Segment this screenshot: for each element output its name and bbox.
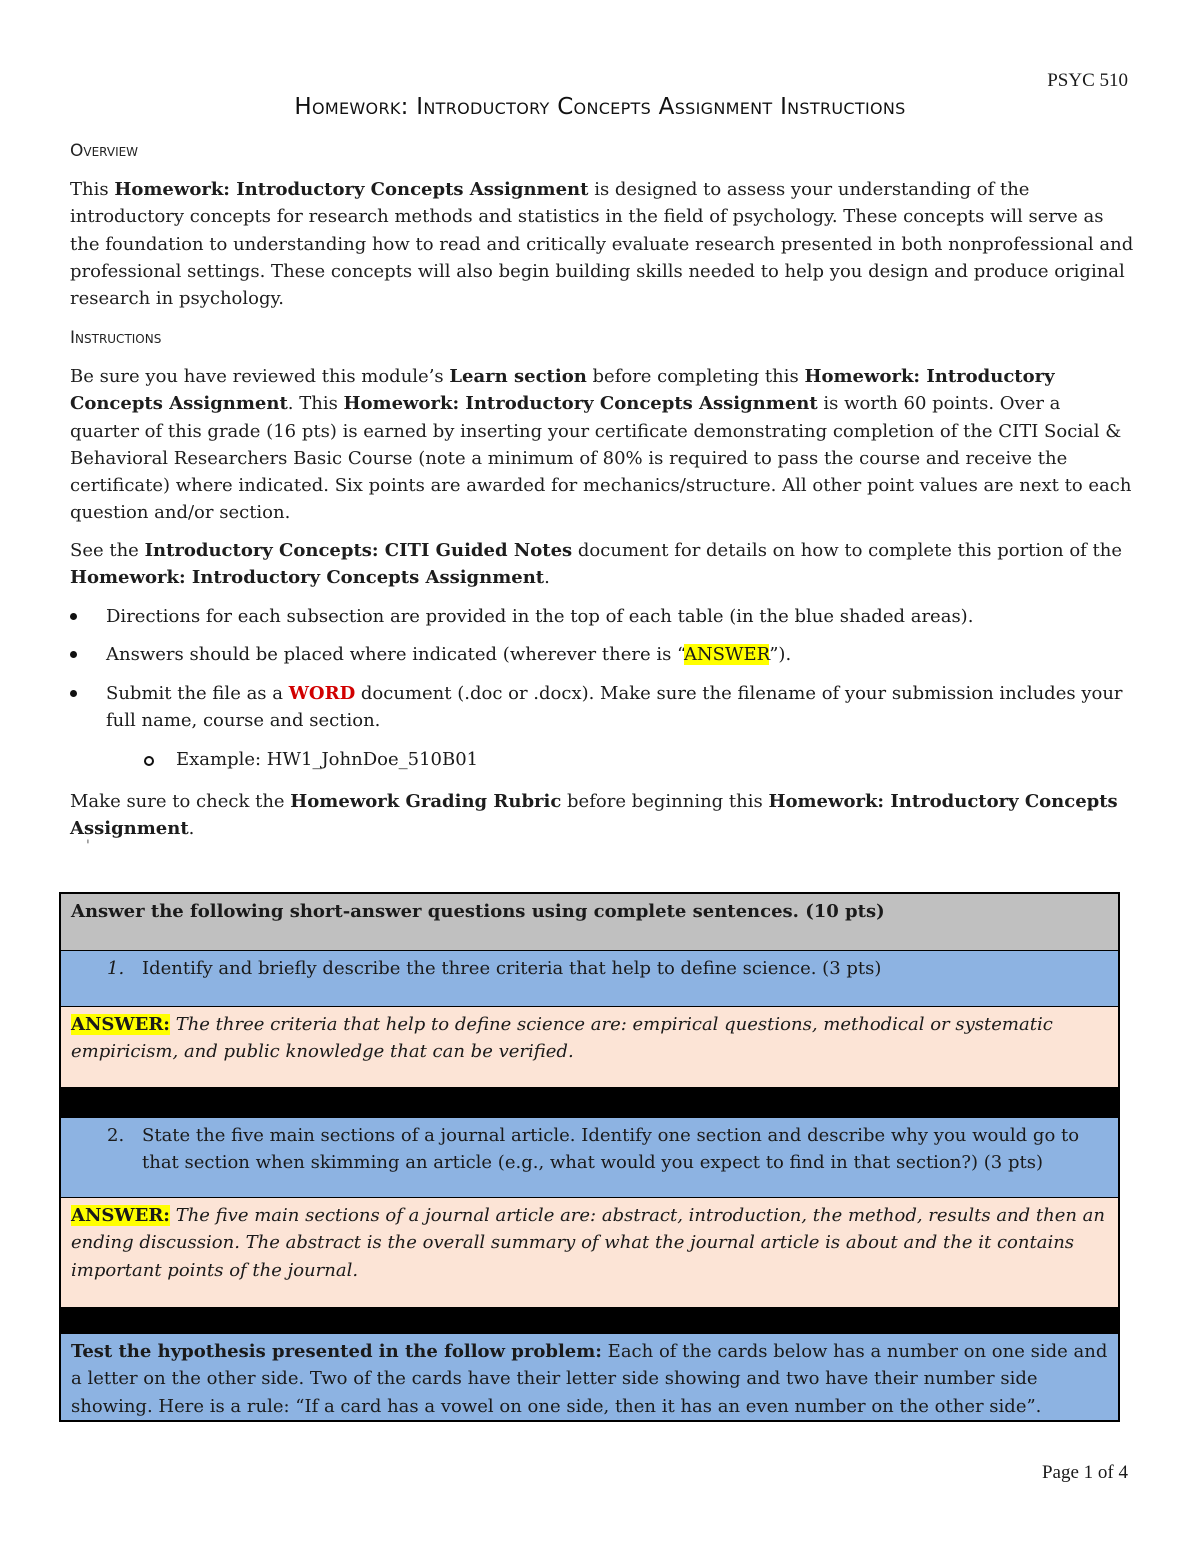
- text: Submit the file as a: [106, 683, 289, 704]
- answer-text[interactable]: The three criteria that help to define science are: empirical questions, methodical or systematic empiricism, and public knowledge that can be verified.: [71, 1014, 1053, 1063]
- problem-text: Each of the cards below has a number on one side and a letter on the other side. Two of the cards have their letter side showing and two have their number side showing. Here is a rule: “If a card has a vowel on one side, then it has an even number on the other side”.: [71, 1341, 1108, 1417]
- question-text: State the five main sections of a journal article. Identify one section and describe why you would go to that section when skimming an article (e.g., what would you expect to find in that section?) (3 pts): [142, 1125, 1080, 1174]
- assignment-name: Homework: Introductory Concepts Assignment: [343, 393, 818, 415]
- overview-heading: Overview: [70, 141, 139, 161]
- text: document for details on how to complete this portion of the: [572, 540, 1123, 561]
- text: . This: [287, 393, 344, 415]
- text: Be sure you have reviewed this module’s: [70, 366, 450, 387]
- question-number: 1.: [107, 958, 125, 979]
- bullet-item-answers: [70, 641, 1135, 669]
- overview-text-1: This: [70, 179, 115, 200]
- answer-label: ANSWER:: [71, 1014, 170, 1035]
- bullet-icon: [70, 613, 77, 620]
- text: .: [188, 818, 195, 840]
- text: ”).: [769, 644, 792, 665]
- instructions-paragraph-2: [70, 537, 1135, 592]
- question-row-2: [61, 1118, 1118, 1198]
- learn-section-ref: Learn section: [449, 366, 587, 387]
- sub-bullet-example: [70, 746, 1135, 774]
- text: before completing this: [586, 366, 805, 387]
- answer-keyword-highlight: ANSWER: [683, 644, 770, 665]
- problem-row: [61, 1334, 1118, 1420]
- table-header-row: [61, 894, 1118, 951]
- grading-rubric-ref: Homework Grading Rubric: [290, 791, 562, 812]
- text: .: [544, 567, 550, 589]
- problem-heading: Test the hypothesis presented in the follow problem:: [71, 1341, 602, 1362]
- bullet-icon: [70, 651, 77, 658]
- separator-row: [61, 1308, 1118, 1334]
- text: See the: [70, 540, 145, 561]
- assignment-name: Homework: Introductory Concepts Assignment: [70, 791, 1118, 840]
- hollow-bullet-icon: [144, 756, 154, 766]
- question-text: Identify and briefly describe the three criteria that help to define science. (3 pts): [142, 958, 882, 979]
- bullet-text: Directions for each subsection are provided in the top of each table (in the blue shaded areas).: [106, 606, 974, 627]
- bullet-item-directions: [70, 603, 1135, 631]
- stray-mark: ': [86, 838, 90, 854]
- course-code-header: PSYC 510: [1047, 70, 1128, 91]
- page-title: Homework: Introductory Concepts Assignment Instructions: [294, 94, 906, 120]
- answer-row-2[interactable]: [61, 1198, 1118, 1308]
- text: is worth 60 points. Over a quarter of this grade (16 pts) is earned by inserting your certificate demonstrating completion of the CITI Social & Behavioral Researchers Basic Course (note a minimum of 80% is required to pass the course and receive the certificate) where indicated. Six points are awarded for mechanics/structure. All other point values are next to each question and/or section.: [70, 393, 1132, 524]
- page-number: Page 1 of 4: [1041, 1462, 1128, 1483]
- text: document (.doc or .docx). Make sure the filename of your submission includes your full name, course and section.: [106, 683, 1123, 732]
- bullet-text: [106, 680, 1136, 735]
- instructions-paragraph-1: [70, 363, 1135, 527]
- overview-text-2: is designed to assess your understanding of the introductory concepts for research methods and statistics in the field of psychology. These concepts will serve as the foundation to understanding how to read and critically evaluate research presented in both nonprofessional and professional settings. These concepts will also begin building skills needed to help you design and produce original research in psychology.: [70, 179, 1134, 310]
- guided-notes-ref: Introductory Concepts: CITI Guided Notes: [144, 540, 573, 561]
- bullet-item-submit: [70, 680, 1135, 736]
- text: Make sure to check the: [70, 791, 291, 812]
- word-keyword: WORD: [288, 683, 356, 704]
- separator-row: [61, 1088, 1118, 1118]
- assignment-table: [59, 892, 1120, 1422]
- overview-assignment-name: Homework: Introductory Concepts Assignment: [114, 179, 589, 200]
- text: before beginning this: [561, 791, 769, 812]
- rubric-paragraph: [70, 788, 1135, 843]
- example-filename: Example: HW1_JohnDoe_510B01: [176, 749, 479, 770]
- answer-row-1[interactable]: [61, 1007, 1118, 1088]
- assignment-name: Homework: Introductory Concepts Assignment: [70, 567, 545, 589]
- question-row-1: [61, 951, 1118, 1007]
- answer-text[interactable]: The five main sections of a journal article are: abstract, introduction, the method, results and then an ending discussion. The abstract is the overall summary of what the journal article is about and the it contains important points of the journal.: [71, 1205, 1106, 1281]
- table-header-text: Answer the following short-answer questions using complete sentences. (10 pts): [71, 901, 885, 922]
- bullet-text: [106, 641, 1136, 668]
- answer-label: ANSWER:: [71, 1205, 170, 1226]
- question-number: 2.: [107, 1125, 125, 1146]
- overview-paragraph: [70, 176, 1135, 312]
- assignment-name: Homework: Introductory Concepts Assignment: [70, 366, 1055, 415]
- text: Answers should be placed where indicated (wherever there is “: [106, 644, 684, 665]
- instructions-heading: Instructions: [70, 328, 162, 348]
- bullet-icon: [70, 690, 77, 697]
